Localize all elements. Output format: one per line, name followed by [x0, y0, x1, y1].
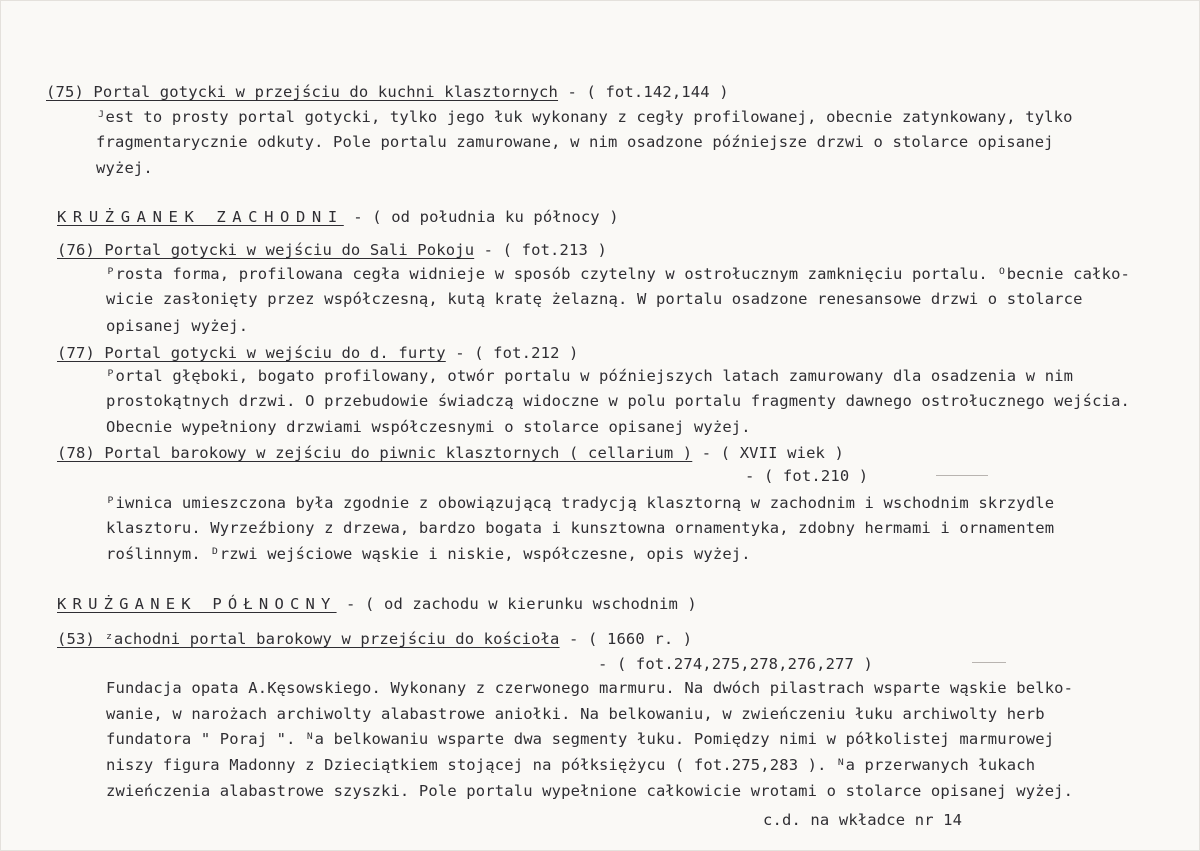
- section-75-heading: (75) Portal gotycki w przejściu do kuchni klasztornych: [46, 83, 559, 101]
- section-53-text-line: niszy figura Madonny z Dzieciątkiem stojącej na półksiężycu ( fot.275,283 ). ᴺa przerwanych łukach: [106, 756, 1036, 774]
- section-75-text-line: fragmentarycznie odkuty. Pole portalu zamurowane, w nim osadzone późniejsze drzwi o stolarce opisanej: [96, 133, 1054, 151]
- section-76-text-line: wicie zasłonięty przez współczesną, kutą kratę żelazną. W portalu osadzone renesansowe drzwi o stolarce: [106, 290, 1083, 308]
- west-cloister-title: KRUŻGANEK ZACHODNI: [57, 208, 344, 226]
- section-76-text-line: ᴾrosta forma, profilowana cegła widnieje w sposób czytelny w ostrołucznym zamknięciu portalu. ᴼbecnie całko-: [106, 265, 1131, 283]
- section-75-photo-ref: - ( fot.142,144 ): [558, 83, 729, 101]
- section-53-heading-line: [57, 629, 692, 649]
- section-53-text-line: Fundacja opata A.Kęsowskiego. Wykonany z czerwonego marmuru. Na dwóch pilastrach wsparte wąskie belko-: [106, 679, 1074, 697]
- section-53-date-ref: - ( 1660 r. ): [559, 630, 693, 648]
- section-53-text-line: fundatora " Poraj ". ᴺa belkowaniu wsparte dwa segmenty łuku. Pomiędzy nimi w półkolistej marmurowej: [106, 730, 1055, 748]
- section-77-text-line: Obecnie wypełniony drzwiami współczesnymi o stolarce opisanej wyżej.: [106, 418, 751, 436]
- section-75-text-line: wyżej.: [96, 159, 153, 177]
- section-78-heading-line: [57, 443, 844, 463]
- faint-stroke: [936, 475, 988, 476]
- section-78-text-line: ᴾiwnica umieszczona była zgodnie z obowiązującą tradycją klasztorną w zachodnim i wschodnim skrzydle: [106, 494, 1055, 512]
- section-77-heading-line: [57, 343, 579, 363]
- section-78-date-ref: - ( XVII wiek ): [692, 444, 844, 462]
- section-76-heading: (76) Portal gotycki w wejściu do Sali Pokoju: [57, 241, 475, 259]
- west-cloister-heading-line: [57, 207, 619, 227]
- section-53-text-line: wanie, w narożach archiwolty alabastrowe aniołki. Na belkowaniu, w zwieńczeniu łuku archiwolty herb: [106, 705, 1045, 723]
- section-77-text-line: prostokątnych drzwi. O przebudowie świadczą widoczne w polu portalu fragmenty dawnego ostrołucznego wejścia.: [106, 392, 1131, 410]
- section-78-heading: (78) Portal barokowy w zejściu do piwnic klasztornych ( cellarium ): [57, 444, 693, 462]
- section-53-heading: (53) ᶻachodni portal barokowy w przejściu do kościoła: [57, 630, 560, 648]
- north-cloister-heading-line: [57, 594, 697, 614]
- section-78-photo-ref: - ( fot.210 ): [745, 467, 869, 485]
- section-78-text-line: klasztoru. Wyrzeźbiony z drzewa, bardzo bogata i kunsztowna ornamentyka, zdobny hermami i ornamentem: [106, 519, 1055, 537]
- section-77-text-line: ᴾortal głęboki, bogato profilowany, otwór portalu w późniejszych latach zamurowany dla osadzenia w nim: [106, 367, 1074, 385]
- section-75-heading-line: [46, 82, 729, 102]
- section-53-photo-ref: - ( fot.274,275,278,276,277 ): [598, 655, 873, 673]
- west-cloister-subtitle: - ( od południa ku północy ): [343, 208, 619, 226]
- section-53-text-line: zwieńczenia alabastrowe szyszki. Pole portalu wypełnione całkowicie wrotami o stolarce opisanej wyżej.: [106, 782, 1074, 800]
- faint-stroke: [972, 662, 1006, 663]
- north-cloister-subtitle: - ( od zachodu w kierunku wschodnim ): [336, 595, 697, 613]
- section-77-heading: (77) Portal gotycki w wejściu do d. furty: [57, 344, 446, 362]
- section-76-heading-line: [57, 240, 607, 260]
- section-76-photo-ref: - ( fot.213 ): [474, 241, 607, 259]
- section-76-text-line: opisanej wyżej.: [106, 317, 249, 335]
- continuation-note: c.d. na wkładce nr 14: [763, 811, 963, 829]
- section-77-photo-ref: - ( fot.212 ): [445, 344, 579, 362]
- north-cloister-title: KRUŻGANEK PÓŁNOCNY: [57, 595, 337, 613]
- section-78-text-line: roślinnym. ᴰrzwi wejściowe wąskie i niskie, współczesne, opis wyżej.: [106, 545, 751, 563]
- section-75-text-line: ᴶest to prosty portal gotycki, tylko jego łuk wykonany z cegły profilowanej, obecnie zatynkowany, tylko: [96, 108, 1073, 126]
